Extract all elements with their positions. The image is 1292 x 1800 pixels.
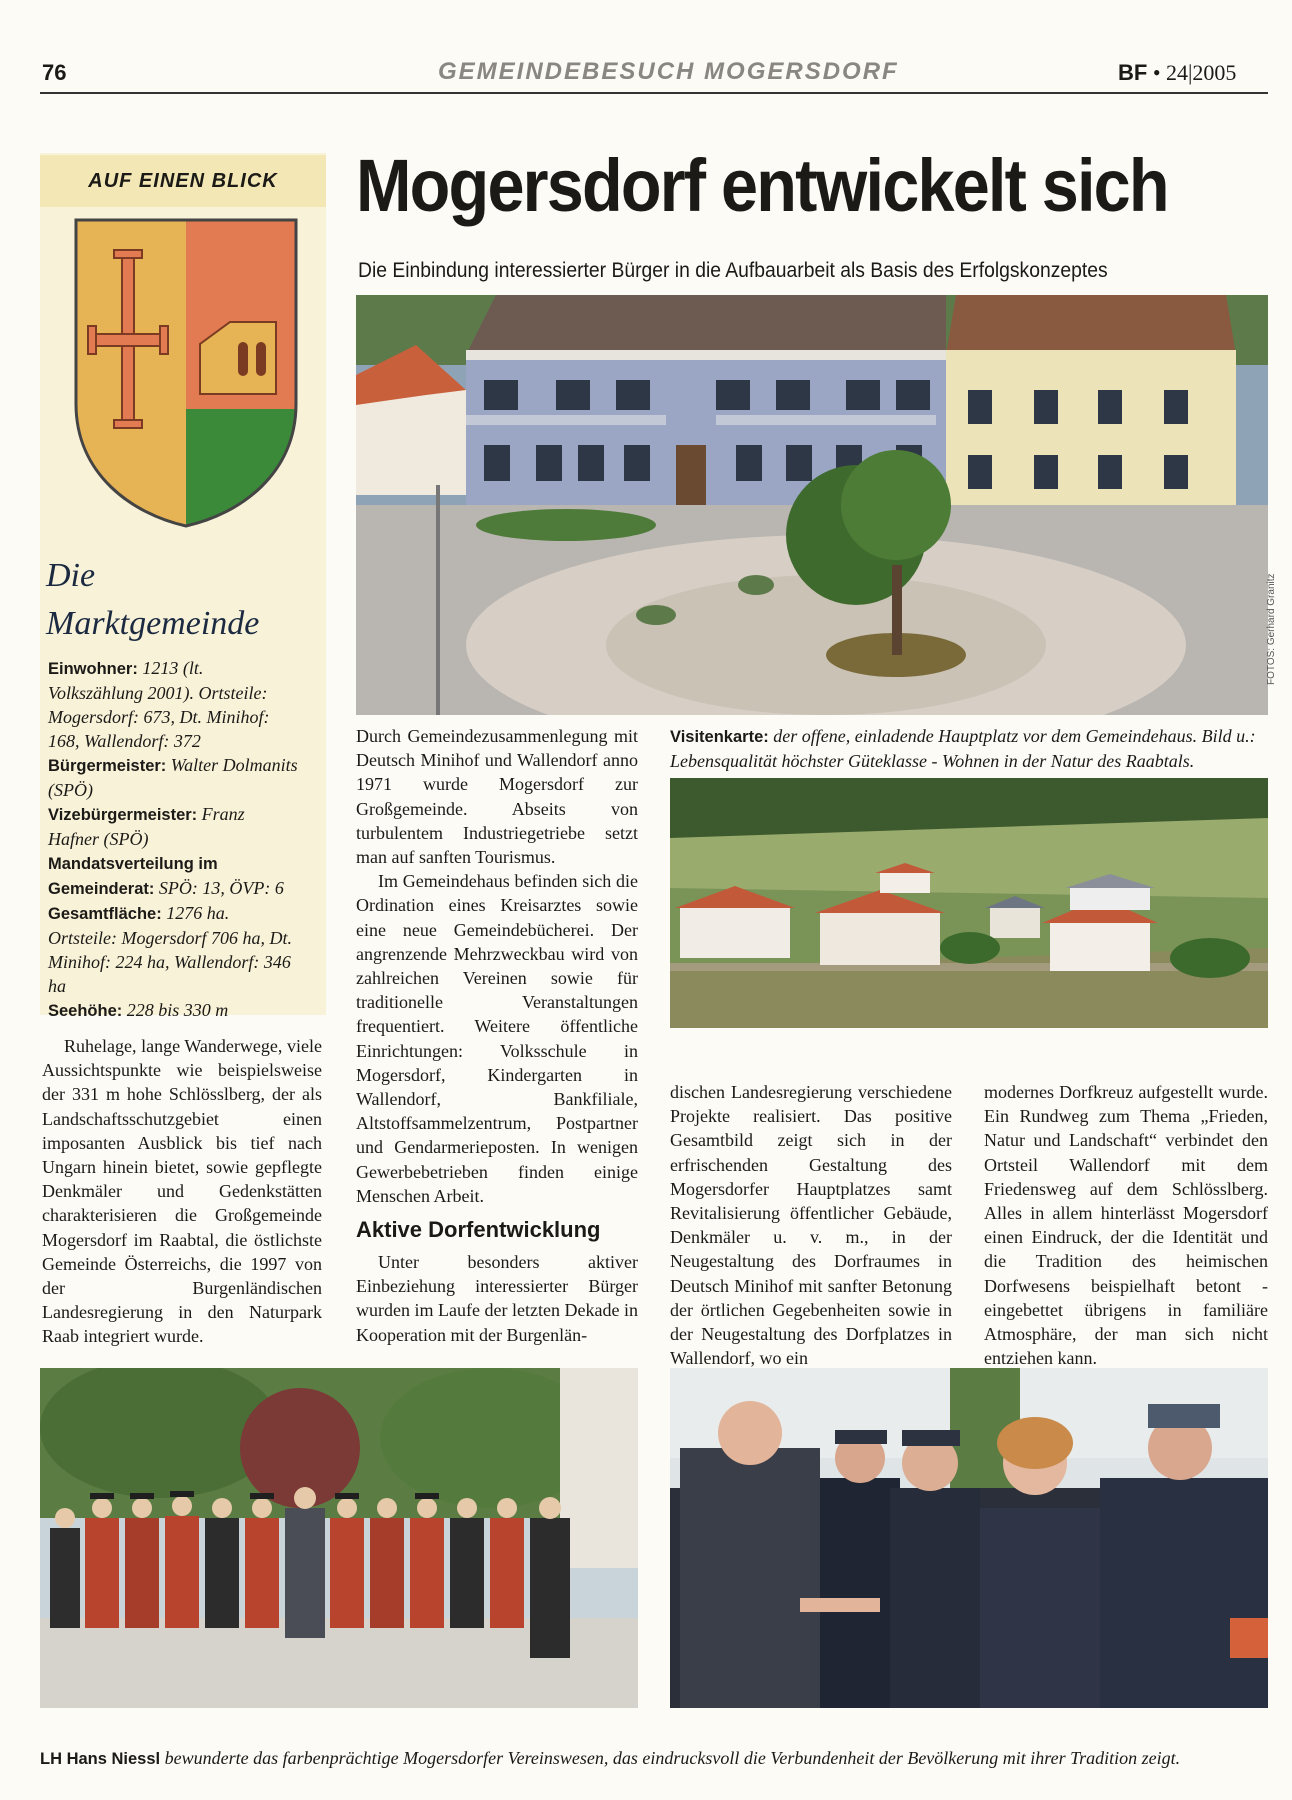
fact-item	[48, 901, 298, 998]
caption-lead: Visitenkarte:	[670, 728, 769, 746]
fact-key: Bürgermeister:	[48, 757, 167, 775]
article-column-4	[984, 1080, 1268, 1370]
publication-issue: BF • 24|2005	[1118, 60, 1237, 85]
fact-item	[48, 802, 298, 851]
photo-credit: FOTOS: Gerhard Granitz	[1266, 573, 1277, 685]
body-paragraph: Durch Gemeindezusammenlegung mit Deutsch Minihof und Wallendorf anno 1971 wurde Mogersdorf zur Großgemeinde. Abseits von turbulentem Industriegetriebe setzt man auf sanften Tourismus.	[356, 726, 638, 868]
fact-value: SPÖ: 13, ÖVP: 6	[158, 878, 284, 898]
band-photo	[40, 1368, 638, 1708]
coat-of-arms-icon	[70, 214, 302, 532]
article-column-2	[356, 724, 638, 1347]
fact-key: Mandatsverteilung im Gemeinderat:	[48, 855, 218, 898]
fact-key: Gesamtfläche:	[48, 905, 162, 923]
body-paragraph: Unter besonders aktiver Einbeziehung interessierter Bürger wurden im Laufe der letzten Dekade in Kooperation mit der Burgenlän-	[356, 1252, 638, 1345]
body-paragraph: modernes Dorfkreuz aufgestellt wurde. Ein Rundweg zum Thema „Frieden, Natur und Landschaft“ verbindet den Ortsteil Wallendorf mit dem Friedensweg auf dem Schlösslberg. Alles in allem hinterlässt Mogersdorf einen Eindruck, der die Identität und die Tradition des heimischen Dorfwesens beispielhaft betont - eingebettet übrigens in familiäre Atmosphäre, der man sich nicht entziehen kann.	[984, 1082, 1268, 1369]
facts-list	[48, 656, 298, 1023]
running-head: GEMEINDEBESUCH MOGERSDORF	[438, 58, 899, 85]
handshake-photo	[670, 1368, 1268, 1708]
section-subhead: Aktive Dorfentwicklung	[356, 1217, 601, 1243]
body-paragraph: Ruhelage, lange Wanderwege, viele Aussichtspunkte wie beispielsweise der 331 m hohe Schlösslberg, der als Landschaftsschutzgebiet einen imposanten Ausblick bis tief nach Ungarn hinein bietet, sowie gepflegte Denkmäler und Gedenkstätten charakterisieren die Großgemeinde Mogersdorf im Raabtal, die östlichste Gemeinde Österreichs, die 1997 von der Burgenländischen Landesregierung in den Naturpark Raab integriert wurde.	[42, 1036, 322, 1347]
fact-item	[48, 753, 298, 802]
header-rule	[40, 92, 1268, 94]
headline: Mogersdorf entwickelt sich	[356, 144, 1168, 227]
fact-value: Walter Dolmanits (SPÖ)	[48, 755, 298, 800]
village-photo	[670, 778, 1268, 1028]
issue-number: 24|2005	[1166, 60, 1237, 85]
subtitle: Die Einbindung interessierter Bürger in die Aufbauarbeit als Basis des Erfolgskonzeptes	[358, 259, 1108, 282]
fact-item	[48, 998, 298, 1023]
caption-text: der offene, einladende Hauptplatz vor dem Gemeindehaus. Bild u.: Lebensqualität höchster Güteklasse - Wohnen in der Natur des Raabtals.	[670, 726, 1256, 771]
body-paragraph: dischen Landesregierung verschiedene Projekte realisiert. Das positive Gesamtbild zeigt sich in der erfrischenden Gestaltung des Mogersdorfer Hauptplatzes samt Revitalisierung öffentlicher Gebäude, Denkmäler u. v. m., in der Neugestaltung des Dorfraumes in Deutsch Minihof mit sanfter Betonung der örtlichen Gegebenheiten sowie in der Neugestaltung des Dorfplatzes in Wallendorf, wo ein	[670, 1082, 952, 1369]
fact-value: 228 bis 330 m	[126, 1000, 229, 1020]
town-hall-photo	[356, 295, 1268, 715]
sidebar-title: Die Marktgemeinde	[46, 557, 260, 642]
body-paragraph: Im Gemeindehaus befinden sich die Ordination eines Kreisarztes sowie eine neue Gemeindebücherei. Der angrenzende Mehrzweckbau wird von zahlreichen Vereinen sowie für traditionelle Veranstaltungen frequentiert. Weitere öffentliche Einrichtungen: Volksschule in Mogersdorf, Kindergarten in Wallendorf, Bankfiliale, Altstoffsammelzentrum, Postpartner und Gendarmerieposten. In wenigen Gewerbebetrieben finden einige Menschen Arbeit.	[356, 871, 638, 1206]
article-column-1	[42, 1034, 322, 1349]
fact-key: Seehöhe:	[48, 1002, 123, 1020]
info-box-label: AUF EINEN BLICK	[40, 155, 326, 207]
fact-item	[48, 656, 298, 753]
fact-item	[48, 851, 298, 901]
fact-value: Franz Hafner (SPÖ)	[48, 804, 245, 849]
publication-name: BF	[1118, 60, 1148, 85]
fact-key: Vizebürgermeister:	[48, 806, 198, 824]
photo-caption-bottom	[40, 1748, 1270, 1769]
article-column-3	[670, 1080, 952, 1370]
fact-value: 1213 (lt. Volkszählung 2001). Ortsteile: Mogersdorf: 673, Dt. Minihof: 168, Wallendorf: 372	[48, 658, 270, 751]
fact-key: Einwohner:	[48, 660, 138, 678]
caption-text: bewunderte das farbenprächtige Mogersdorfer Vereinswesen, das eindrucksvoll die Verbundenheit der Bevölkerung mit ihrer Tradition zeigt.	[164, 1748, 1181, 1768]
fact-value: 1276 ha. Ortsteile: Mogersdorf 706 ha, Dt. Minihof: 224 ha, Wallendorf: 346 ha	[48, 903, 292, 996]
caption-lead: LH Hans Niessl	[40, 1750, 161, 1768]
photo-caption-top	[670, 724, 1268, 773]
page-number: 76	[42, 60, 67, 85]
